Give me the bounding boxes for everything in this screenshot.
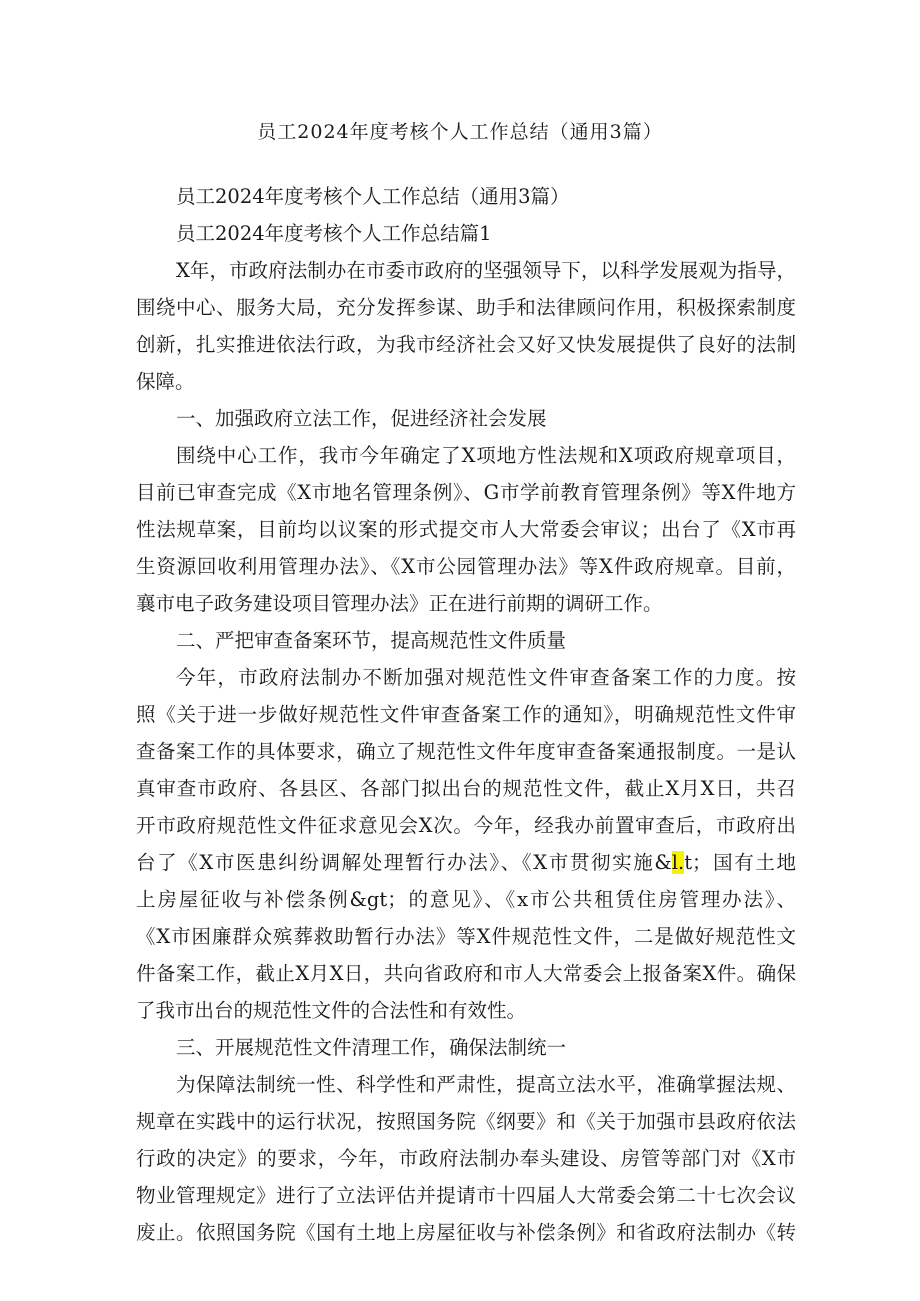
text-line: 今年，市政府法制办不断加强对规范性文件审查备案工作的力度。按	[176, 666, 796, 689]
document-body	[136, 178, 796, 1251]
text-line: 三、开展规范性文件清理工作，确保法制统一	[176, 1036, 567, 1059]
subtitle	[136, 178, 796, 215]
text-line: 目前已审查完成《X市地名管理条例》、G市学前教育管理条例》等X件地方	[136, 481, 796, 504]
text-line: 一、加强政府立法工作，促进经济社会发展	[176, 407, 547, 430]
intro-paragraph	[136, 252, 796, 400]
text-line: 行政的决定》的要求，今年，市政府法制办奉头建设、房管等部门对《X市	[136, 1147, 796, 1170]
text-line: X年，市政府法制办在市委市政府的坚强领导下，以科学发展观为指导，	[176, 259, 796, 282]
article-heading	[136, 215, 796, 252]
text-line: 查备案工作的具体要求，确立了规范性文件年度审查备案通报制度。一是认	[136, 740, 796, 763]
text-line: 性法规草案，目前均以议案的形式提交市人大常委会审议；出台了《X市再	[136, 518, 796, 541]
text-line: 了我市出台的规范性文件的合法性和有效性。	[136, 999, 527, 1022]
text-line: 《X市困廉群众殡葬救助暂行办法》等X件规范性文件，二是做好规范性文	[136, 925, 796, 948]
text-line: 生资源回收利用管理办法》、《X市公园管理办法》等X件政府规章。目前，	[136, 555, 796, 578]
section-3-paragraph	[136, 1066, 796, 1251]
text-line: 照《关于进一步做好规范性文件审查备案工作的通知》，明确规范性文件审	[136, 703, 796, 726]
text-line: 员工2024年度考核个人工作总结（通用3篇）	[176, 185, 570, 208]
text-segment: t；国有土地	[684, 851, 797, 874]
text-line: 开市政府规范性文件征求意见会X次。今年，经我办前置审查后，市政府出	[136, 814, 796, 837]
text-line: 件备案工作，截止X月X日，共向省政府和市人大常委会上报备案X件。确保	[136, 962, 796, 985]
text-line: 围绕中心工作，我市今年确定了X项地方性法规和X项政府规章项目，	[176, 444, 796, 467]
text-line: 废止。依照国务院《国有土地上房屋征收与补偿条例》和省政府法制办《转	[136, 1221, 796, 1244]
text-line: 襄市电子政务建设项目管理办法》正在进行前期的调研工作。	[136, 592, 663, 615]
text-line: 上房屋征收与补偿条例&gt；的意见》、《x市公共租赁住房管理办法》、	[136, 888, 796, 911]
text-line: 真审查市政府、各县区、各部门拟出台的规范性文件，截止X月X日，共召	[136, 777, 796, 800]
text-line: 围绕中心、服务大局，充分发挥参谋、助手和法律顾问作用，积极探索制度	[136, 296, 796, 319]
text-line: 保障。	[136, 370, 195, 393]
section-2-paragraph	[136, 659, 796, 1029]
section-heading-3	[136, 1029, 796, 1066]
text-segment: 台了《X市医患纠纷调解处理暂行办法》、《X市贯彻实施&	[136, 851, 672, 874]
text-line: 物业管理规定》进行了立法评估并提请市十四届人大常委会第二十七次会议	[136, 1184, 796, 1207]
section-1-paragraph	[136, 437, 796, 622]
text-line: 二、严把审查备案环节，提高规范性文件质量	[176, 629, 567, 652]
text-line: 规章在实践中的运行状况，按照国务院《纲要》和《关于加强市县政府依法	[136, 1110, 796, 1133]
section-heading-2	[136, 622, 796, 659]
text-line: 员工2024年度考核个人工作总结篇1	[176, 222, 492, 245]
document-title: 员工2024年度考核个人工作总结（通用3篇）	[257, 121, 663, 143]
text-line: 创新，扎实推进依法行政，为我市经济社会又好又快发展提供了良好的法制	[136, 333, 796, 356]
text-line: 为保障法制统一性、科学性和严肃性，提高立法水平，准确掌握法规、	[176, 1073, 796, 1096]
text-line	[136, 844, 796, 881]
highlighted-text: l.	[671, 851, 685, 874]
section-heading-1	[136, 400, 796, 437]
